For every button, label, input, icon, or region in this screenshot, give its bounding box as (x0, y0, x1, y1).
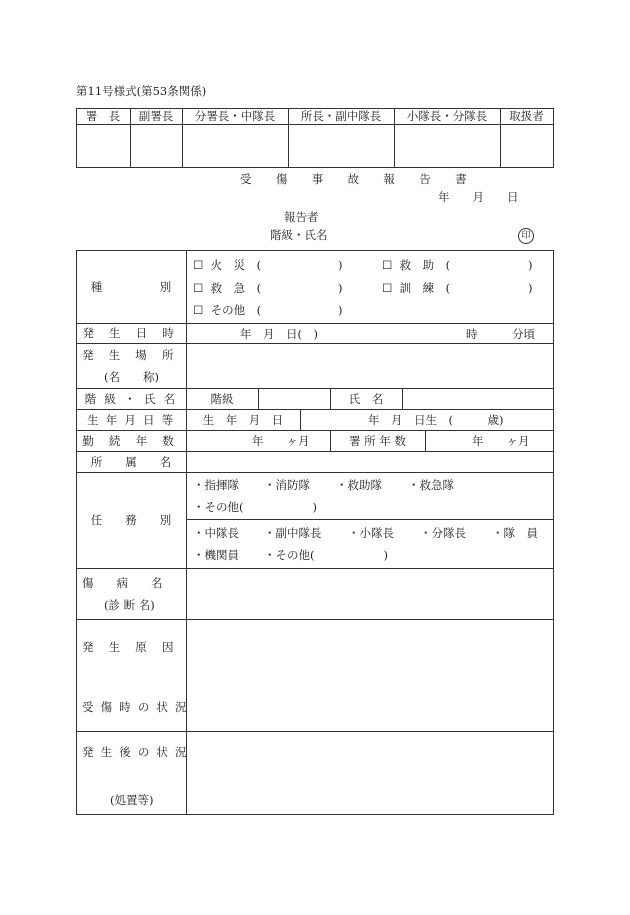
duty-unit-rescue[interactable]: ・救助隊 (336, 478, 382, 492)
stamp-box-deputy-chief[interactable] (131, 125, 182, 167)
checkbox-icon[interactable]: ☐ (382, 281, 393, 295)
type-option-other[interactable]: ☐ その他 ( (193, 303, 262, 317)
duty-unit-fire[interactable]: ・消防隊 (264, 478, 310, 492)
after-status-field[interactable] (187, 732, 553, 814)
injury-label: 傷 病 名 (82, 576, 163, 590)
duty-label: 任 務 別 (90, 513, 172, 527)
injury-status-label: 受 傷 時 の 状 況 (82, 700, 189, 714)
after-status-label: 発 生 後 の 状 況 (82, 745, 189, 759)
checkbox-icon[interactable]: ☐ (193, 258, 204, 272)
stamp-box-station-chief[interactable] (289, 125, 394, 167)
cause-field[interactable] (187, 620, 553, 731)
cause-label: 発 生 原 因 (82, 640, 180, 654)
occurrence-place-sub: (名 称) (104, 370, 159, 384)
type-option-training[interactable]: ☐ 訓 練 ( (382, 281, 451, 295)
type-option-rescue[interactable]: ☐ 救 助 ( (382, 258, 451, 272)
duty-position-company-chief[interactable]: ・中隊長 (193, 526, 239, 540)
approval-header-chief: 署 長 (85, 109, 121, 123)
stamp-box-handler[interactable] (501, 125, 553, 167)
rank-name-label: 階 級 ・ 氏 名 (84, 391, 178, 406)
station-years-label: 署 所 年 数 (349, 433, 406, 448)
checkbox-icon[interactable]: ☐ (193, 303, 204, 317)
occurrence-date-field[interactable]: 年 月 日( ) (240, 327, 318, 341)
occurrence-place-label: 発 生 場 所 (82, 348, 180, 362)
service-years-field[interactable]: 年 ヶ月 (252, 434, 310, 448)
service-years-label: 勤 続 年 数 (82, 433, 180, 448)
stamp-box-chief[interactable] (77, 125, 130, 167)
duty-position-platoon-chief[interactable]: ・小隊長 (348, 526, 394, 540)
report-date[interactable]: 年 月 日 (438, 190, 519, 204)
approval-header-station-chief: 所長・副中隊長 (300, 109, 382, 123)
type-option-ems[interactable]: ☐ 救 急 ( (193, 281, 262, 295)
duty-position-engineer[interactable]: ・機関員 (193, 548, 239, 562)
occurrence-datetime-label: 発 生 日 時 (82, 326, 180, 340)
stamp-box-platoon-chief[interactable] (395, 125, 500, 167)
checkbox-icon[interactable]: ☐ (193, 281, 204, 295)
duty-unit-command[interactable]: ・指揮隊 (193, 478, 239, 492)
duty-unit-other[interactable]: ・その他( ) (193, 500, 317, 514)
after-status-sub: (処置等) (110, 793, 154, 807)
duty-unit-ems[interactable]: ・救急隊 (408, 478, 454, 492)
affiliation-field[interactable] (187, 452, 553, 472)
affiliation-label: 所 属 名 (90, 454, 172, 469)
name-field[interactable] (403, 389, 553, 409)
approval-header-deputy-chief: 副署長 (138, 109, 174, 123)
birth-sub-label: 生 年 月 日 (202, 412, 284, 427)
occurrence-place-field[interactable] (187, 344, 553, 388)
type-option-fire[interactable]: ☐ 火 災 ( (193, 258, 262, 272)
rank-field[interactable] (259, 389, 330, 409)
checkbox-icon[interactable]: ☐ (382, 258, 393, 272)
name-label: 氏 名 (348, 391, 384, 406)
birth-date-field[interactable]: 年 月 日生 ( 歳) (368, 413, 504, 427)
approval-header-handler: 取扱者 (509, 109, 544, 123)
seal-icon: 印 (518, 228, 534, 244)
reporter-label: 報告者 (284, 210, 319, 224)
duty-position-squad-chief[interactable]: ・分隊長 (420, 526, 466, 540)
injury-field[interactable] (187, 569, 553, 619)
form-header: 第11号様式(第53条関係) (76, 84, 207, 98)
approval-header-platoon-chief: 小隊長・分隊長 (406, 109, 488, 123)
stamp-box-branch-chief[interactable] (183, 125, 288, 167)
reporter-rank-name-label: 階級・氏名 (270, 228, 328, 242)
approval-header-branch-chief: 分署長・中隊長 (194, 109, 276, 123)
birth-label: 生 年 月 日 等 (87, 412, 175, 427)
duty-position-member[interactable]: ・隊 員 (492, 526, 538, 540)
duty-position-other[interactable]: ・その他( ) (264, 548, 388, 562)
type-label: 種 別 (90, 279, 172, 294)
occurrence-time-field[interactable]: 時 分頃 (466, 327, 535, 341)
form-title: 受 傷 事 故 報 告 書 (240, 172, 477, 186)
rank-label: 階級 (210, 391, 234, 406)
injury-sub: (診 断 名) (104, 598, 155, 612)
duty-position-deputy-company-chief[interactable]: ・副中隊長 (264, 526, 322, 540)
station-years-field[interactable]: 年 ヶ月 (472, 434, 530, 448)
